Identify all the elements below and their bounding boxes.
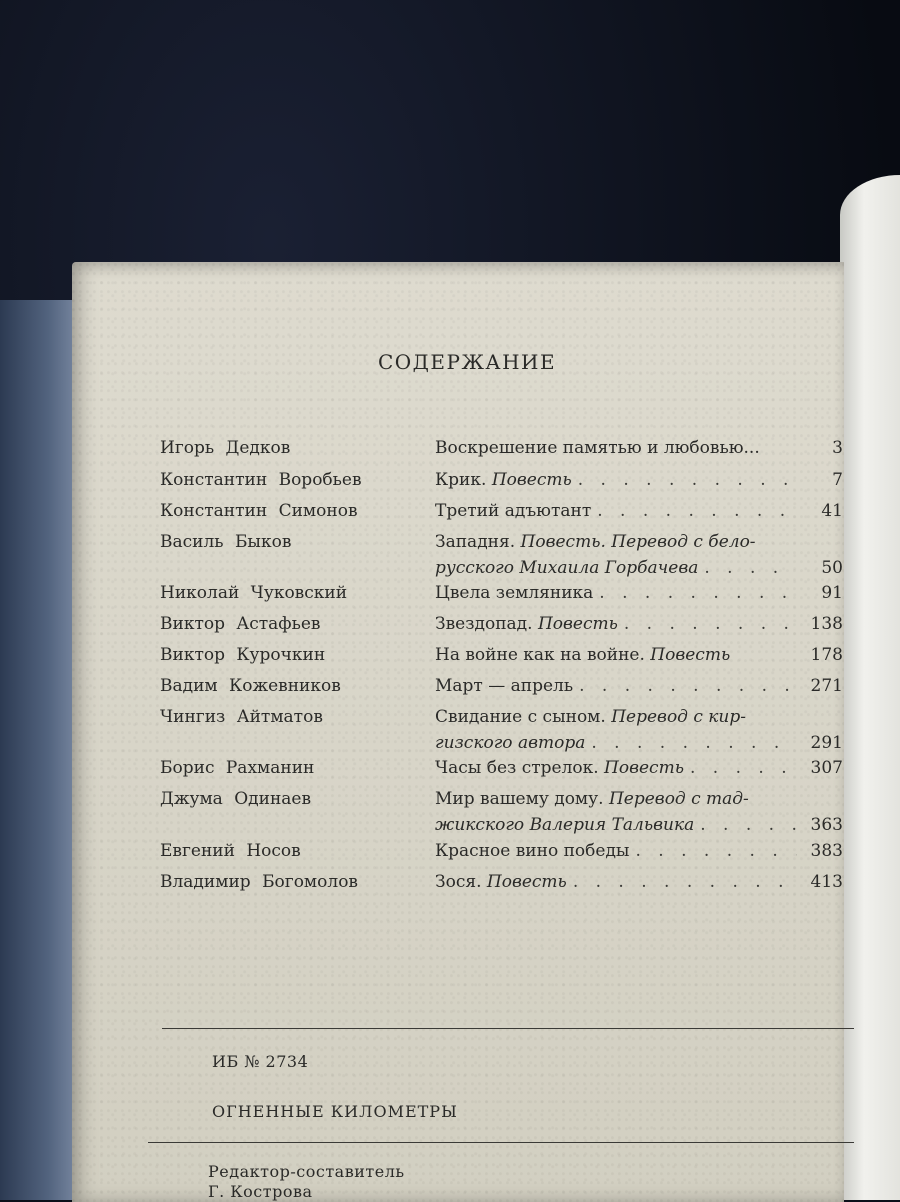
adjacent-page-edge [840,175,900,1200]
toc-title-text [435,611,618,637]
toc-title-italic: Повесть [486,872,567,892]
leader-dots [690,755,797,781]
toc-title-text [435,673,573,699]
toc-title-line [435,642,803,668]
toc-title [435,755,843,781]
toc-title-line [435,498,803,524]
toc-title-italic: Повесть. Перевод с бело- [520,532,756,552]
toc-author: Николай Чуковский [160,583,348,603]
imprint-editor-name: Г. Кострова [208,1182,313,1201]
toc-title-text [435,730,585,756]
toc-page-number: 363 [810,815,843,835]
toc-title-text [435,704,746,730]
toc-title-text [435,498,591,524]
leader-dots [591,730,797,756]
leader-dots [700,812,797,838]
toc-title-line [435,673,803,699]
toc-title-text [435,529,756,555]
toc-author: Джума Одинаев [160,789,312,809]
book-cover-edge [0,300,80,1200]
imprint-ib-number: ИБ № 2734 [212,1052,309,1071]
toc-page-number: 138 [810,614,843,634]
toc-title-italic: Повесть [650,645,731,665]
toc-title-italic: жикского Валерия Тальвика [435,815,695,835]
toc-title-line [435,755,803,781]
toc-title-line [435,529,803,555]
imprint-book-title: ОГНЕННЫЕ КИЛОМЕТРЫ [212,1102,458,1121]
leader-dots [624,611,797,637]
imprint-bottom-rule [148,1142,854,1143]
toc-author: Константин Воробьев [160,470,362,490]
toc-title [435,529,843,581]
toc-page-number: 91 [821,583,843,603]
toc-title [435,673,843,699]
toc-author: Игорь Дедков [160,438,291,458]
toc-page-number: 41 [821,501,843,521]
toc-page-number: 413 [810,872,843,892]
toc-title [435,838,843,864]
toc-page-number: 291 [810,733,843,753]
toc-title-plain: Зося. [435,872,482,892]
toc-title [435,611,843,637]
page-heading: СОДЕРЖАНИЕ [377,350,557,374]
toc-title [435,435,843,461]
toc-title-plain: Воскрешение памятью и любовью... [435,438,760,458]
toc-title-line [435,869,803,895]
toc-title-line [435,467,803,493]
toc-title-plain: Часы без стрелок. [435,758,599,778]
toc-title-italic: Перевод с тад- [608,789,749,809]
leader-dots [597,498,797,524]
table-of-contents [72,262,844,962]
toc-title-italic: русского Михаила Горбачева [435,558,699,578]
toc-title-plain: Третий адъютант [435,501,592,521]
toc-title-italic: Повесть [491,470,572,490]
toc-title [435,467,843,493]
imprint-editor-role: Редактор-составитель [208,1162,405,1181]
toc-title-text [435,869,567,895]
toc-title-plain: Западня. [435,532,516,552]
toc-author: Константин Симонов [160,501,358,521]
toc-title-line [435,611,803,637]
toc-title-plain: Красное вино победы [435,841,630,861]
toc-title-text [435,555,698,581]
imprint-top-rule [162,1028,854,1029]
toc-title-text [435,580,593,606]
toc-title-line [435,812,803,838]
book-page [72,262,844,1202]
toc-title [435,704,843,756]
toc-page-number: 383 [810,841,843,861]
leader-dots [704,555,797,581]
leader-dots [573,869,797,895]
leader-dots [635,838,797,864]
toc-page-number: 3 [832,438,843,458]
toc-title-italic: Повесть [537,614,618,634]
toc-author: Владимир Богомолов [160,872,358,892]
toc-title-plain: Звездопад. [435,614,533,634]
toc-page-number: 178 [810,645,843,665]
leader-dots [599,580,797,606]
toc-title-plain: На войне как на войне. [435,645,645,665]
toc-title-italic: Повесть [604,758,684,778]
toc-author: Виктор Курочкин [160,645,326,665]
toc-author: Борис Рахманин [160,758,315,778]
toc-title-text [435,467,572,493]
toc-title-line [435,704,803,730]
toc-title [435,642,843,668]
toc-title-plain: Крик. [435,470,487,490]
toc-title-text [435,812,694,838]
leader-dots [579,673,797,699]
toc-title-text [435,786,749,812]
toc-title-italic: гизского автора [435,733,586,753]
toc-title-text [435,838,629,864]
toc-title [435,869,843,895]
toc-title-line [435,580,803,606]
toc-title-line [435,555,803,581]
toc-title-line [435,786,803,812]
toc-page-number: 50 [821,558,843,578]
toc-title-plain: Цвела земляника [435,583,594,603]
toc-title-text [435,642,730,668]
toc-title [435,498,843,524]
toc-title-line [435,730,803,756]
toc-author: Евгений Носов [160,841,301,861]
toc-title [435,786,843,838]
toc-title-text [435,435,760,461]
toc-page-number: 307 [810,758,843,778]
toc-page-number: 7 [832,470,843,490]
toc-title-line [435,435,803,461]
toc-title [435,580,843,606]
leader-dots [578,467,797,493]
toc-author: Василь Быков [160,532,292,552]
toc-title-italic: Перевод с кир- [611,707,747,727]
toc-author: Чингиз Айтматов [160,707,323,727]
toc-title-plain: Мир вашему дому. [435,789,604,809]
toc-author: Вадим Кожевников [160,676,341,696]
toc-author: Виктор Астафьев [160,614,321,634]
toc-title-line [435,838,803,864]
toc-page-number: 271 [810,676,843,696]
toc-title-text [435,755,684,781]
toc-title-plain: Март — апрель [435,676,574,696]
toc-title-plain: Свидание с сыном. [435,707,606,727]
